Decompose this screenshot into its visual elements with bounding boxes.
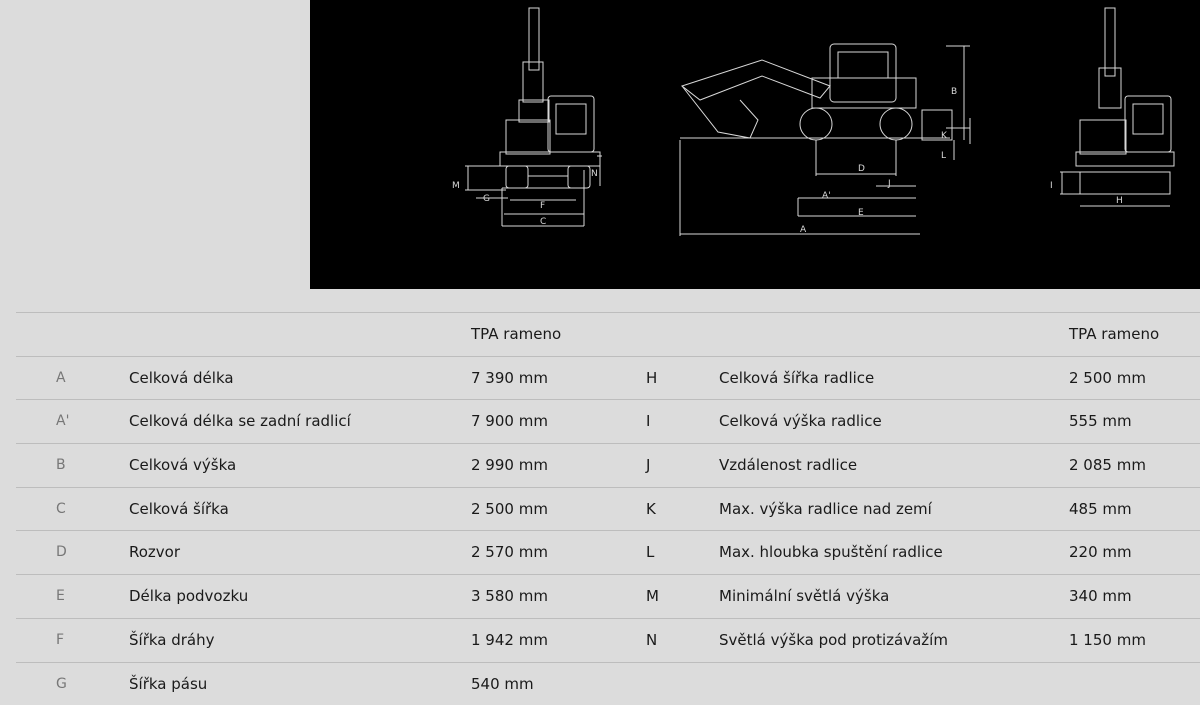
row-value: 2 570 mm	[471, 531, 548, 574]
row-value: 1 942 mm	[471, 619, 548, 662]
row-label: Celková šířka	[129, 488, 229, 531]
dim-label-d: D	[858, 164, 865, 174]
row-letter-right: L	[646, 531, 654, 574]
row-label-right: Max. hloubka spuštění radlice	[719, 531, 943, 574]
dim-label-k: K	[941, 131, 948, 141]
row-label: Šířka dráhy	[129, 619, 215, 662]
row-value-right: 2 085 mm	[1069, 444, 1146, 487]
row-label-right: Světlá výška pod protizávažím	[719, 619, 948, 662]
row-value: 2 500 mm	[471, 488, 548, 531]
row-label-right: Celková šířka radlice	[719, 357, 874, 400]
dim-label-a: A	[800, 225, 807, 235]
column-header-right: TPA rameno	[1069, 313, 1159, 356]
dimension-diagram	[310, 0, 1200, 289]
column-header-left: TPA rameno	[471, 313, 561, 356]
dim-label-l: L	[941, 151, 946, 161]
row-letter: E	[56, 575, 65, 618]
row-letter-right: N	[646, 619, 657, 662]
row-label-right: Minimální světlá výška	[719, 575, 889, 618]
excavator-drawing	[310, 0, 1200, 289]
row-value: 2 990 mm	[471, 444, 548, 487]
dim-label-c: C	[540, 217, 546, 227]
dim-label-m: M	[452, 181, 460, 191]
dim-label-e: E	[858, 208, 864, 218]
row-value: 7 900 mm	[471, 400, 548, 443]
rear-view	[1060, 8, 1174, 206]
table-row	[16, 356, 1200, 400]
row-letter-right: I	[646, 400, 650, 443]
row-value-right: 2 500 mm	[1069, 357, 1146, 400]
row-value-right: 1 150 mm	[1069, 619, 1146, 662]
table-header	[16, 312, 1200, 356]
row-letter-right: H	[646, 357, 657, 400]
row-letter: D	[56, 531, 67, 574]
dim-label-b: B	[951, 87, 957, 97]
row-letter: B	[56, 444, 66, 487]
row-value: 3 580 mm	[471, 575, 548, 618]
table-row	[16, 574, 1200, 618]
row-letter: G	[56, 663, 67, 705]
table-row	[16, 443, 1200, 487]
row-label: Celková výška	[129, 444, 236, 487]
row-label: Šířka pásu	[129, 663, 207, 705]
row-label: Délka podvozku	[129, 575, 248, 618]
row-letter: A	[56, 357, 66, 400]
dim-label-a-prime: A'	[822, 191, 831, 201]
row-label: Celková délka se zadní radlicí	[129, 400, 351, 443]
table-row	[16, 662, 1200, 705]
dim-label-g: G	[483, 194, 490, 204]
row-label-right: Vzdálenost radlice	[719, 444, 857, 487]
row-label: Rozvor	[129, 531, 180, 574]
dim-label-j: J	[887, 179, 891, 189]
row-value-right: 220 mm	[1069, 531, 1132, 574]
row-label-right: Max. výška radlice nad zemí	[719, 488, 932, 531]
dim-label-n: N	[591, 169, 598, 179]
table-row	[16, 530, 1200, 574]
dim-label-i: I	[1050, 181, 1053, 191]
row-letter: A'	[56, 400, 69, 443]
row-letter-right: J	[646, 444, 650, 487]
spec-table	[16, 312, 1200, 705]
row-value-right: 555 mm	[1069, 400, 1132, 443]
table-row	[16, 399, 1200, 443]
row-value: 7 390 mm	[471, 357, 548, 400]
dim-label-f: F	[540, 201, 545, 211]
row-letter: F	[56, 619, 64, 662]
row-label-right: Celková výška radlice	[719, 400, 882, 443]
row-value-right: 485 mm	[1069, 488, 1132, 531]
row-letter-right: M	[646, 575, 659, 618]
row-value-right: 340 mm	[1069, 575, 1132, 618]
table-row	[16, 618, 1200, 662]
table-row	[16, 487, 1200, 531]
row-label: Celková délka	[129, 357, 234, 400]
row-letter: C	[56, 488, 66, 531]
row-value: 540 mm	[471, 663, 534, 705]
dim-label-h: H	[1116, 196, 1123, 206]
row-letter-right: K	[646, 488, 656, 531]
side-view	[680, 44, 970, 236]
